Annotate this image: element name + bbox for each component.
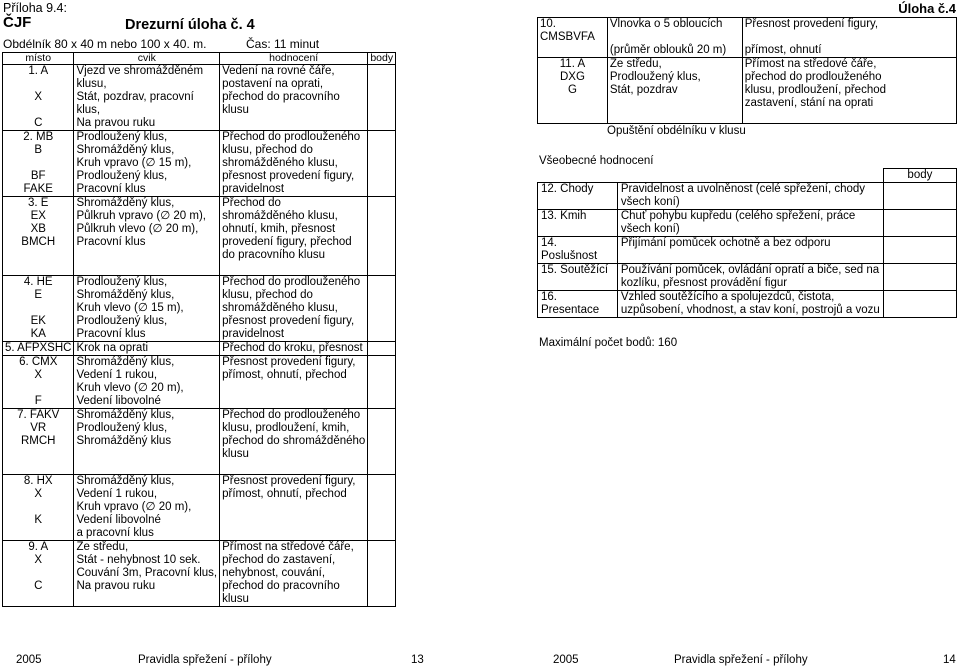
evaluation-cell-line: pravidelnost [222,183,285,195]
evaluation-cell [220,541,368,607]
max-points: Maximální počet bodů: 160 [539,337,678,349]
time-limit: Čas: 11 minut [246,37,320,51]
exercise-cell-line: Prodloužený klus, [76,131,168,143]
exercise-cell-line: Ze středu, [609,58,662,70]
evaluation-cell-line: klusu [222,448,249,460]
evaluation-cell-line [745,31,954,44]
footer-text: Pravidla spřežení - přílohy [674,654,808,666]
evaluation-cell-line: do pracovního klusu [222,249,326,261]
col-header-points: body [883,169,956,183]
table-row [3,541,396,607]
exercise-cell [74,276,220,342]
exercise-cell-line: Prodloužený klus, [76,170,168,182]
points-cell[interactable] [368,541,396,607]
evaluation-cell-line: Přechod do kroku, přesnost [222,342,363,354]
exercise-cell [607,18,742,58]
evaluation-cell-line: Vedení na rovné čáře, [222,65,335,77]
general-label: 14. Poslušnost [538,237,618,264]
evaluation-cell-line: přímost, ohnutí [744,44,822,56]
general-text-line: všech koní) [620,196,680,208]
evaluation-cell-line: přechod do shromážděného [222,435,366,447]
evaluation-cell-line: Přesnost provedení figury, [222,475,356,487]
place-cell [3,342,74,356]
footer-year: 2005 [16,654,42,666]
place-cell-line: 5. AFPXSHC [5,342,72,354]
exercise-cell-line: Kruh vlevo (∅ 15 m), [76,302,184,314]
place-cell-line: K [34,514,43,526]
evaluation-cell-line: provedení figury, přechod [222,236,352,248]
evaluation-cell-line: ohnutí, kmih, přesnost [222,223,336,235]
exercise-cell [74,65,220,131]
place-cell-line: C [34,580,43,592]
exercise-cell-line: Prodloužený klus, [76,422,168,434]
evaluation-cell-line: přechod do pracovního [222,91,340,103]
place-cell-line: 9. A [28,541,49,553]
exercise-cell-line: Kruh vpravo (∅ 15 m), [76,157,192,169]
evaluation-cell-line: Přechod do [222,197,281,209]
place-cell-line [5,302,71,315]
place-cell [3,65,74,131]
general-text-line: uzpůsobení, vhodnost, a stav koní, postrojů a vozu [620,304,880,316]
place-cell-line: 11. A [559,58,586,70]
evaluation-cell-line: Přechod do prodlouženého [222,131,361,143]
exercise-cell-line: Stát - nehybnost 10 sek. [76,554,201,566]
place-cell-line: 3. E [28,197,49,209]
exercise-cell-line [76,593,217,606]
evaluation-cell-line [222,382,365,395]
points-cell[interactable] [368,197,396,276]
general-text [617,237,883,264]
place-cell-line: B [34,144,43,156]
points-cell[interactable] [368,475,396,541]
exercise-cell-line: Stát, pozdrav [609,84,678,96]
general-row [538,237,957,264]
evaluation-cell-line [222,262,365,275]
evaluation-cell-line: přechod do prodlouženého [744,71,882,83]
exercise-cell-line: Prodloužený klus, [609,71,701,83]
exercise-cell-line: Vlnovka o 5 obloucích [609,18,723,30]
exercise-cell-line: Krok na oprati [76,342,149,354]
points-cell[interactable] [368,65,396,131]
arena-size: Obdélník 80 x 40 m nebo 100 x 40. m. [3,37,207,51]
evaluation-cell-line: shromážděného klusu, [222,157,338,169]
exercise-cell-line: Na pravou ruku [76,117,156,129]
evaluation-cell [220,356,368,409]
evaluation-cell-line: přesnost provedení figury, [222,170,355,182]
evaluation-cell-line: klusu, přechod do [222,289,313,301]
place-cell-line: 6. CMX [19,356,58,368]
exercise-cell-line: Na pravou ruku [76,580,156,592]
general-label: 12. Chody [538,183,618,210]
points-cell[interactable] [883,291,956,318]
place-cell-line [5,593,71,606]
exercise-cell-line: Shromážděný klus, [76,197,175,209]
evaluation-cell-line: přímost, ohnutí, přechod [222,369,347,381]
place-cell-line: CMSBVFA [540,31,595,43]
points-cell[interactable] [368,276,396,342]
evaluation-cell-line: přechod do pracovního [222,580,340,592]
place-cell-line [5,78,71,91]
place-cell-line: FAKE [23,183,53,195]
place-cell-line [5,262,71,275]
test-table [2,52,396,607]
place-cell-line: EX [30,210,46,222]
general-text-line: Chuť pohybu kupředu (celého spřežení, práce [620,210,856,222]
evaluation-cell-line [222,395,365,408]
exercise-cell [74,475,220,541]
table-row [3,276,396,342]
general-text-line: všech koní) [620,223,680,235]
evaluation-cell-line: Přesnost provedení figury, [744,18,879,30]
general-heading: Všeobecné hodnocení [539,155,654,167]
footer-year: 2005 [553,654,579,666]
evaluation-cell-line: Přechod do prodlouženého [222,409,361,421]
exercise-cell-line: a pracovní klus [76,527,154,539]
place-cell [3,541,74,607]
table-row [3,475,396,541]
empty-cell [617,169,883,183]
cjf-logo: ČJF [3,14,32,31]
place-cell-line: EK [30,315,46,327]
evaluation-cell-line: Přímost na středové čáře, [744,58,877,70]
general-text [617,264,883,291]
exercise-cell-line: Pracovní klus [76,183,146,195]
evaluation-cell-line: pravidelnost [222,328,285,340]
exercise-cell [74,541,220,607]
points-cell[interactable] [883,210,956,237]
table-row [3,409,396,475]
place-cell [3,475,74,541]
exercise-cell-line: Pracovní klus [76,236,146,248]
evaluation-cell-line [222,514,365,527]
empty-cell [538,169,618,183]
table-row [3,197,396,276]
place-cell-line: XB [30,223,46,235]
general-label: 13. Kmih [538,210,618,237]
evaluation-cell-line: nehybnost, couvání, [222,567,326,579]
exercise-cell-line: Vedení libovolné [76,514,161,526]
general-row [538,264,957,291]
place-cell-line: X [34,369,43,381]
exercise-cell-line: klusu, [76,78,107,90]
exercise-cell-line [76,262,217,275]
place-cell-line: C [34,117,43,129]
place-cell-line [5,157,71,170]
exercise-cell-line [76,249,217,262]
col-header-evaluation: hodnocení [220,53,368,65]
evaluation-cell-line: přechod do zastavení, [222,554,336,566]
exercise-cell-line: Vjezd ve shromážděném [76,65,204,77]
evaluation-cell-line: zastavení, stání na oprati [744,97,874,109]
general-text-line: Vzhled soutěžícího a spolujezdců, čistota, [620,291,835,303]
exercise-cell-line [610,97,740,110]
place-cell-line: F [34,395,42,407]
place-cell-line [5,382,71,395]
place-cell [538,58,608,124]
evaluation-cell [220,409,368,475]
place-cell-line [5,567,71,580]
evaluation-cell-line: klusu, prodloužení, kmih, [222,422,350,434]
points-cell[interactable] [368,409,396,475]
exercise-cell-line: Půlkruh vpravo (∅ 20 m), [76,210,207,222]
evaluation-cell-line [222,117,365,130]
table-row [3,131,396,197]
evaluation-cell [220,131,368,197]
place-cell-line [5,448,71,461]
points-cell[interactable] [883,183,956,210]
exercise-cell-line [610,31,740,44]
table-row [538,18,957,58]
place-cell [538,18,608,58]
general-label: 15. Soutěžící [538,264,618,291]
place-cell-line [540,110,605,123]
evaluation-cell-line: shromážděného klusu, [222,302,338,314]
exercise-cell-line: Shromážděný klus, [76,409,175,421]
general-header-row [538,169,957,183]
general-label: 16. Presentace [538,291,618,318]
evaluation-cell-line [222,501,365,514]
general-text-line: kozlíku, přesnost provádění figur [620,277,788,289]
col-header-exercise: cvik [74,53,220,65]
place-cell [3,409,74,475]
appendix-label: Příloha 9.4: [3,1,67,15]
exercise-cell-line: Couvání 3m, Pracovní klus, [76,567,218,579]
place-cell-line: X [34,91,43,103]
general-text [617,183,883,210]
points-cell[interactable] [883,264,956,291]
place-cell-line [5,249,71,262]
points-cell[interactable] [883,237,956,264]
place-cell-line [540,44,605,57]
general-row [538,291,957,318]
col-header-points: body [368,53,396,65]
points-cell[interactable] [368,356,396,409]
exercise-cell-line: Půlkruh vlevo (∅ 20 m), [76,223,199,235]
evaluation-cell [220,197,368,276]
evaluation-cell-line: Přímost na středové čáře, [222,541,354,553]
exercise-cell [607,58,742,124]
place-cell-line [5,461,71,474]
table-header [3,53,396,65]
exercise-cell-line: Ze středu, [76,541,129,553]
table-row [3,65,396,131]
place-cell-line [540,97,605,110]
exercise-cell-line: Vedení 1 rukou, [76,369,158,381]
place-cell-line [5,104,71,117]
place-cell [3,276,74,342]
evaluation-cell-line: postavení na oprati, [222,78,324,90]
evaluation-cell-line: Přechod do prodlouženého [222,276,361,288]
place-cell-line [5,527,71,540]
points-cell[interactable] [368,131,396,197]
page-number: 14 [943,654,956,666]
evaluation-cell [742,18,956,58]
place-cell-line: VR [30,422,47,434]
exit-instruction: Opuštění obdélníku v klusu [607,125,746,137]
left-page [0,0,424,669]
general-table [537,168,957,318]
general-text-line: Pravidelnost a uvolněnost (celé spřežení, chody [620,183,866,195]
col-header-place: místo [3,53,74,65]
exercise-cell-line: Shromážděný klus, [76,356,175,368]
place-cell-line: X [34,488,43,500]
task-title: Úloha č.4 [898,1,956,16]
place-cell-line: G [567,84,577,96]
page-title: Drezurní úloha č. 4 [125,17,255,33]
general-text-line: Přijímání pomůcek ochotně a bez odporu [620,237,831,249]
exercise-cell-line: klus, [76,104,101,116]
footer-text: Pravidla spřežení - přílohy [138,654,272,666]
place-cell-line: 4. HE [23,276,53,288]
evaluation-cell-line: klusu, přechod do [222,144,313,156]
exercise-cell-line: Shromážděný klus [76,435,172,447]
exercise-cell [74,197,220,276]
evaluation-cell-line: klusu [222,104,249,116]
place-cell-line: 10. [540,18,556,30]
evaluation-cell-line [222,461,365,474]
evaluation-cell-line: klusu [222,593,249,605]
general-text [617,210,883,237]
evaluation-cell-line: Přesnost provedení figury, [222,356,356,368]
table-row [3,342,396,356]
exercise-cell-line [76,448,217,461]
page-number: 13 [411,654,424,666]
exercise-cell-line: Prodloužený klus, [76,315,168,327]
general-row [538,183,957,210]
place-cell [3,356,74,409]
evaluation-cell [220,65,368,131]
test-table-continued [537,17,957,124]
exercise-cell [74,131,220,197]
place-cell-line: 1. A [28,65,49,77]
exercise-cell-line: Kruh vpravo (∅ 20 m), [76,501,192,513]
right-page [535,0,960,669]
place-cell-line: DXG [559,71,585,83]
place-cell-line: 7. FAKV [17,409,60,421]
table-row [3,356,396,409]
evaluation-cell-line: shromážděného klusu, [222,210,338,222]
place-cell-line: RMCH [20,435,56,447]
general-text [617,291,883,318]
evaluation-cell-line: přímost, ohnutí, přechod [222,488,347,500]
place-cell [3,197,74,276]
evaluation-cell [220,276,368,342]
place-cell-line: E [34,289,43,301]
evaluation-cell-line: klusu, prodloužení, přechod [744,84,887,96]
general-text-line: Používání pomůcek, ovládání opratí a biče, sed na [620,264,880,276]
exercise-cell-line: Shromážděný klus, [76,289,175,301]
evaluation-cell-line [745,110,954,123]
evaluation-cell [742,58,956,124]
points-cell[interactable] [368,342,396,356]
evaluation-cell [220,475,368,541]
place-cell-line: 8. HX [23,475,53,487]
evaluation-cell-line [222,527,365,540]
exercise-cell-line: Vedení 1 rukou, [76,488,158,500]
evaluation-cell [220,342,368,356]
general-row [538,210,957,237]
place-cell-line: BMCH [21,236,56,248]
place-cell-line: X [34,554,43,566]
exercise-cell-line: Shromážděný klus, [76,475,175,487]
exercise-cell-line: Shromážděný klus, [76,144,175,156]
place-cell-line: BF [30,170,46,182]
table-row [538,58,957,124]
exercise-cell-line [76,461,217,474]
exercise-cell-line: Pracovní klus [76,328,146,340]
place-cell-line [5,501,71,514]
evaluation-cell-line: přesnost provedení figury, [222,315,355,327]
exercise-cell-line [610,110,740,123]
place-cell-line: 2. MB [23,131,54,143]
place-cell-line: KA [30,328,46,340]
exercise-cell-line: Prodloužený klus, [76,276,168,288]
place-cell [3,131,74,197]
exercise-cell-line: (průměr oblouků 20 m) [609,44,727,56]
exercise-cell [74,342,220,356]
exercise-cell [74,356,220,409]
exercise-cell-line: Vedení libovolné [76,395,161,407]
exercise-cell-line: Kruh vlevo (∅ 20 m), [76,382,184,394]
exercise-cell-line: Stát, pozdrav, pracovní [76,91,194,103]
exercise-cell [74,409,220,475]
